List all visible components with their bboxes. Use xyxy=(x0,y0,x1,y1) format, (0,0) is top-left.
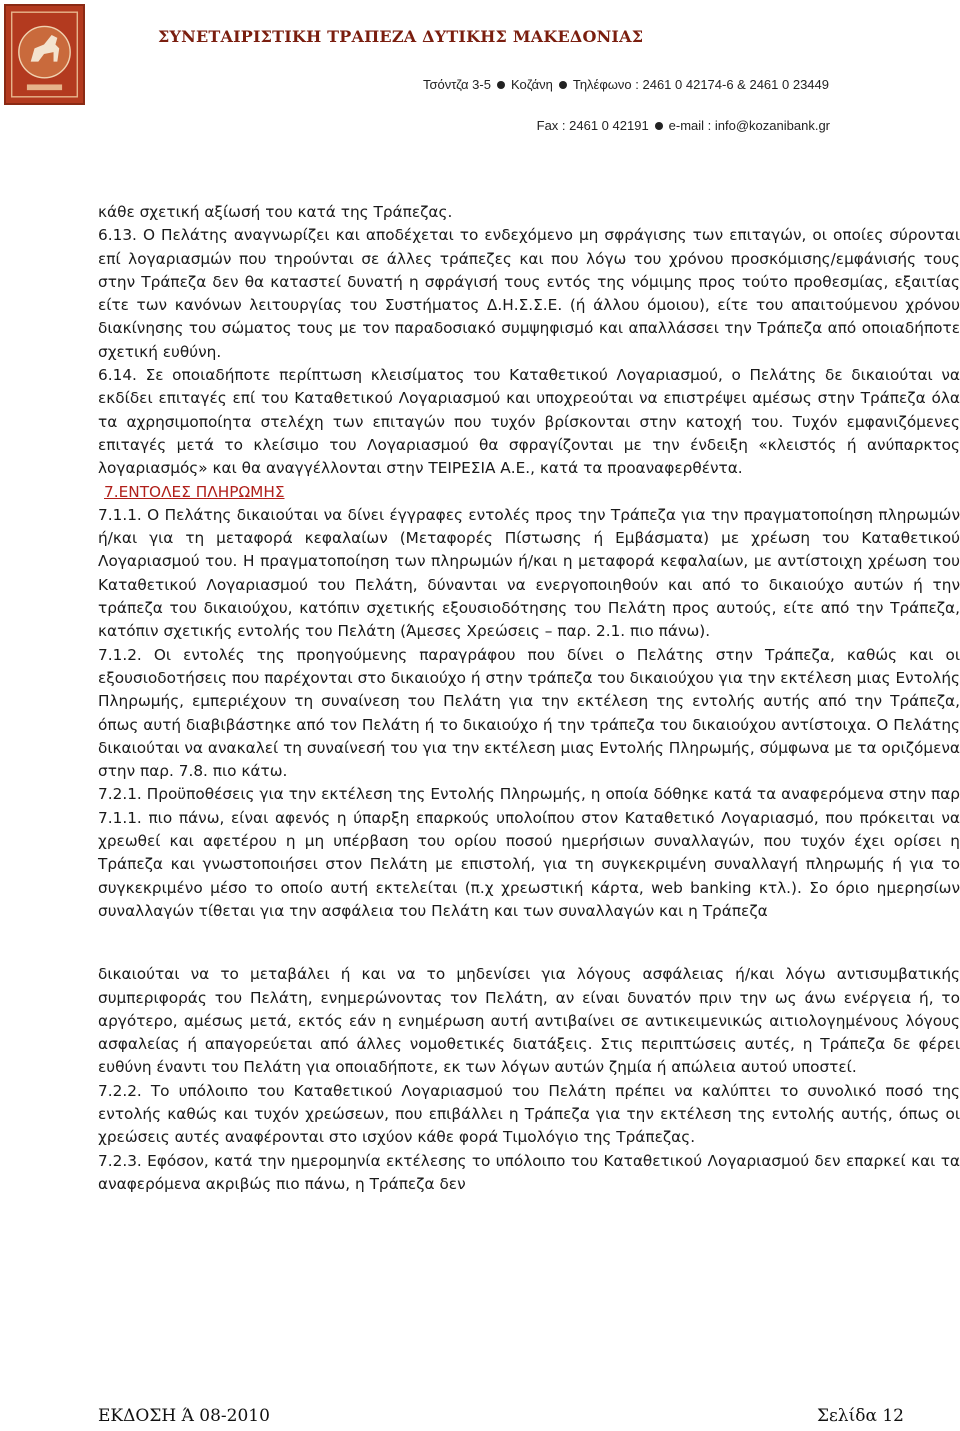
logo-graphic xyxy=(6,6,83,103)
paragraph-7-1-1: 7.1.1. Ο Πελάτης δικαιούται να δίνει έγγραφες εντολές προς την Τράπεζα για την πραγματοποίηση πληρωμών ή/και για τη μεταφορά κεφαλαίων (Μεταφορές Πίστωσης ή Εμβάσματα) με χρέωση του Καταθετικού Λογαριασμού του. Η πραγματοποίηση των πληρωμών ή/και η μεταφορά κεφαλαίων, με αντίστοιχη χρέωση του Καταθετικού Λογαριασμού του Πελάτη, δύνανται να ενεργοποιηθούν και από το δικαιούχο αυτών ή την τράπεζα του δικαιούχου, κατόπιν σχετικής εξουσιοδότησης του Πελάτη προς αυτούς, είτε από την Τράπεζα, κατόπιν σχετικής εντολής του Πελάτη (Άμεσες Χρεώσεις – παρ. 2.1. πιο πάνω). xyxy=(98,505,960,641)
contact-line-fax xyxy=(537,118,830,133)
bullet-icon xyxy=(559,81,567,89)
bullet-icon xyxy=(497,81,505,89)
bullet-icon xyxy=(655,122,663,130)
paragraph-continued: δικαιούται να το μεταβάλει ή και να το μηδενίσει για λόγους ασφάλειας ή/και λόγω αντισυμβατικής συμπεριφοράς του Πελάτη, ενημερώνοντας τον Πελάτη, αν είναι δυνατόν πριν την ως άνω ενέργεια ή, το αργότερο, αμέσως μετά, εκτός εάν η ενημέρωση αυτή αντιβαίνει σε αντικειμενικώς αιτιολογημένους λόγους ασφαλείας ή απαγορεύεται από άλλες νομοθετικές διατάξεις. Στις περιπτώσεις αυτές, η Τράπεζα δε φέρει ευθύνη έναντι του Πελάτη για οποιαδήποτε, εκ των λόγων αυτών ζημία ή απώλεια αυτού υποστεί. xyxy=(98,965,960,1077)
document-body xyxy=(98,201,960,1196)
page-footer xyxy=(98,1406,904,1430)
paragraph-7-2-2: 7.2.2. Το υπόλοιπο του Καταθετικού Λογαριασμού του Πελάτη πρέπει να καλύπτει το συνολικό ποσό της εντολής καθώς και τυχόν χρεώσεων, που επιβάλλει η Τράπεζα για την εκτέλεση της εντολής αυτής, όπως οι χρεώσεις αυτές αναφέρονται στο ισχύον κάθε φορά Τιμολόγιο της Τράπεζας. xyxy=(98,1081,960,1147)
edition-label: ΕΚΔΟΣΗ Ά 08-2010 xyxy=(98,1406,270,1426)
fax: Fax : 2461 0 42191 xyxy=(536,118,649,133)
paragraph-7-1-2: 7.1.2. Οι εντολές της προηγούμενης παραγράφου που δίνει ο Πελάτης στην Τράπεζα, καθώς και οι εξουσιοδοτήσεις που παρέχονται στο δικαιούχο ή στην τράπεζα του δικαιούχου για την εκτέλεση μιας Εντολής Πληρωμής, εμπεριέχουν τη συναίνεση του Πελάτη για την εκτέλεση της εντολής αυτής από την Τράπεζα, όπως αυτή διαβιβάστηκε από τον Πελάτη ή το δικαιούχο ή την τράπεζα του δικαιούχου αντίστοιχα. Ο Πελάτης δικαιούται να ανακαλεί τη συναίνεσή του για την εκτέλεση μιας Εντολής Πληρωμής, σύμφωνα με τα οριζόμενα στην παρ. 7.8. πιο κάτω. xyxy=(98,645,960,781)
letterhead xyxy=(0,0,960,140)
city: Κοζάνη xyxy=(510,77,553,92)
horse-seal-icon xyxy=(4,4,85,105)
phone: Τηλέφωνο : 2461 0 42174-6 & 2461 0 23449 xyxy=(572,77,829,92)
section-heading: 7.ΕΝΤΟΛΕΣ ΠΛΗΡΩΜΗΣ xyxy=(104,482,285,501)
page-gap xyxy=(98,923,960,963)
contact-line-address xyxy=(423,77,829,92)
email: e-mail : info@kozanibank.gr xyxy=(668,118,830,133)
paragraph-7-2-1: 7.2.1. Προϋποθέσεις για την εκτέλεση της Εντολής Πληρωμής, η οποία δόθηκε κατά τα αναφερόμενα στην παρ 7.1.1. πιο πάνω, είναι αφενός η ύπαρξη επαρκούς υπολοίπου στον Καταθετικό Λογαριασμό, που πρόκειται να χρεωθεί και αφετέρου η μη υπέρβαση του ορίου ποσού ημερήσιων συναλλαγών, που τυχόν έχει ορίσει η Τράπεζα και γνωστοποιήσει στον Πελάτη με επιστολή, για τη συγκεκριμένη συναλλαγή πληρωμής ή για το συγκεκριμένο μέσο το οποίο αυτή εκτελείται (π.χ χρεωστική κάρτα, web banking κτλ.). Σο όριο ημερησίων συναλλαγών τίθεται για την ασφάλεια του Πελάτη και των συναλλαγών και η Τράπεζα xyxy=(98,785,960,920)
bank-name: ΣΥΝΕΤΑΙΡΙΣΤΙΚΗ ΤΡΑΠΕΖΑ ΔΥΤΙΚΗΣ ΜΑΚΕΔΟΝΙΑΣ xyxy=(158,27,644,46)
paragraph-6-13: 6.13. Ο Πελάτης αναγνωρίζει και αποδέχεται το ενδεχόμενο μη σφράγισης των επιταγών, οι οποίες σύρονται επί λογαριασμών που τηρούνται σε άλλες τράπεζες και που λόγω του χρόνου προσκόμισης/εμφάνισής τους στην Τράπεζα δεν θα καταστεί δυνατή η σφράγισή τους εντός της νόμιμης προς τούτο προθεσμίας, εξαιτίας είτε των κανόνων λειτουργίας του Συστήματος Δ.Η.Σ.Σ.Ε. (ή άλλου όμοιου), είτε του απαιτούμενου χρόνου διακίνησης του σώματος τους με τον παραδοσιακό συμψηφισμό και απαλλάσσει την Τράπεζα από οποιαδήποτε σχετική ευθύνη. xyxy=(98,226,960,361)
paragraph-6-14: 6.14. Σε οποιαδήποτε περίπτωση κλεισίματος του Καταθετικού Λογαριασμού, ο Πελάτης δε δικαιούται να εκδίδει επιταγές επί του Καταθετικού Λογαριασμού και υποχρεούται να επιστρέψει αμέσως στην Τράπεζα όλα τα αχρησιμοποίητα στελέχη των επιταγών που τυχόν βρίσκονται στην κατοχή του. Τυχόν εμφανιζόμενες επιταγές μετά το κλείσιμο του Λογαριασμού θα σφραγίζονται με την ένδειξη «κλειστός ή ανύπαρκτος λογαριασμός» και θα αναγγέλλονται στην ΤΕΙΡΕΣΙΑ Α.Ε., κατά τα προαναφερθέντα. xyxy=(98,366,960,478)
paragraph-7-2-3: 7.2.3. Εφόσον, κατά την ημερομηνία εκτέλεσης το υπόλοιπο του Καταθετικού Λογαριασμού δεν επαρκεί και τα αναφερόμενα ακριβώς πιο πάνω, η Τράπεζα δεν xyxy=(98,1151,960,1193)
page-number: Σελίδα 12 xyxy=(816,1406,904,1426)
address: Τσόντζα 3-5 xyxy=(422,77,491,92)
paragraph: κάθε σχετική αξίωσή του κατά της Τράπεζας. xyxy=(98,203,453,221)
